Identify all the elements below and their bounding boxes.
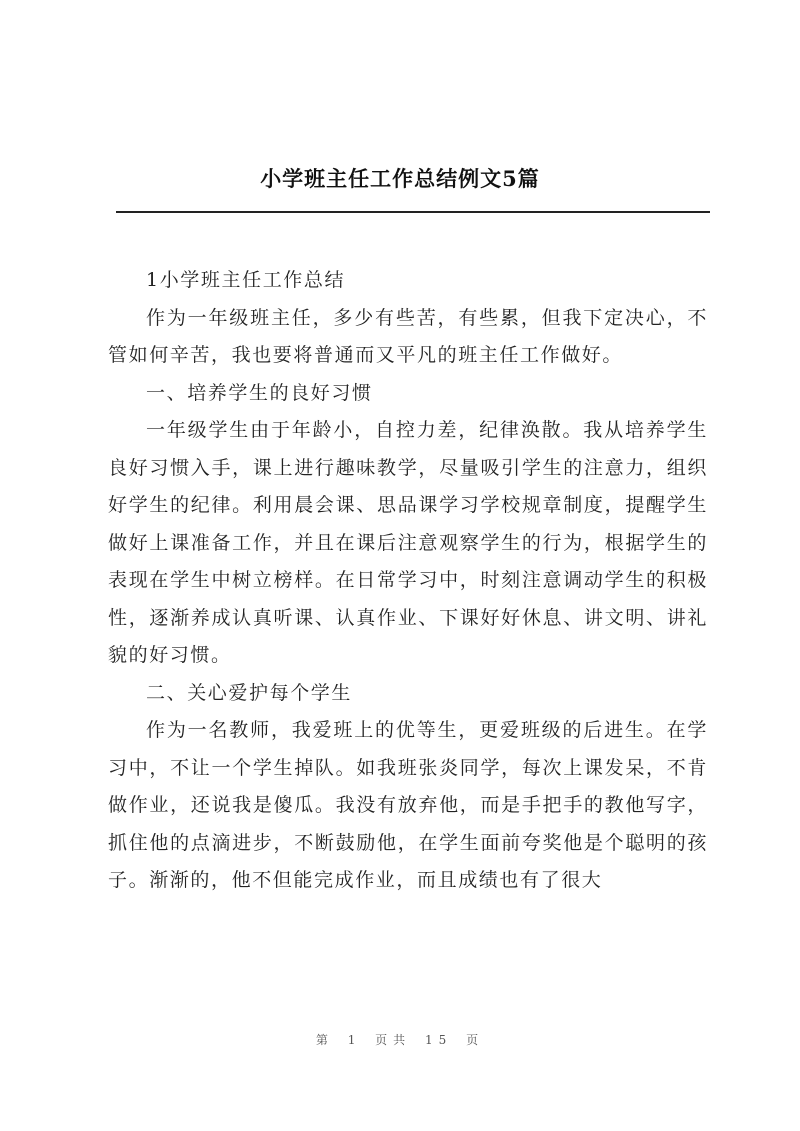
footer-middle: 页共 — [375, 1033, 412, 1047]
document-body — [108, 262, 708, 900]
section-heading: 一、培养学生的良好习惯 — [146, 381, 373, 404]
paragraph: 一年级学生由于年龄小，自控力差，纪律涣散。我从培养学生良好习惯入手，课上进行趣味教学，尽量吸引学生的注意力，组织好学生的纪律。利用晨会课、思品课学习学校规章制度，提醒学生做好上课准备工作，并且在课后注意观察学生的行为，根据学生的表现在学生中树立榜样。在日常学习中，时刻注意调动学生的积极性，逐渐养成认真听课、认真作业、下课好好休息、讲文明、讲礼貌的好习惯。 — [108, 419, 708, 666]
section-heading: 1小学班主任工作总结 — [146, 269, 346, 291]
footer-suffix: 页 — [466, 1033, 485, 1047]
page-footer — [0, 1031, 800, 1048]
title-underline — [116, 211, 710, 213]
footer-total-pages: 15 — [425, 1033, 453, 1047]
paragraph: 作为一年级班主任，多少有些苦，有些累，但我下定决心，不管如何辛苦，我也要将普通而又平凡的班主任工作做好。 — [108, 306, 708, 366]
footer-prefix: 第 — [315, 1033, 334, 1047]
footer-page-number: 1 — [347, 1033, 362, 1047]
paragraph: 作为一名教师，我爱班上的优等生，更爱班级的后进生。在学习中，不让一个学生掉队。如我班张炎同学，每次上课发呆，不肯做作业，还说我是傻瓜。我没有放弃他，而是手把手的教他写字，抓住他的点滴进步，不断鼓励他，在学生面前夸奖他是个聪明的孩子。渐渐的，他不但能完成作业，而且成绩也有了很大 — [108, 719, 708, 891]
section-heading: 二、关心爱护每个学生 — [146, 681, 353, 704]
document-title: 小学班主任工作总结例文5篇 — [260, 166, 540, 191]
